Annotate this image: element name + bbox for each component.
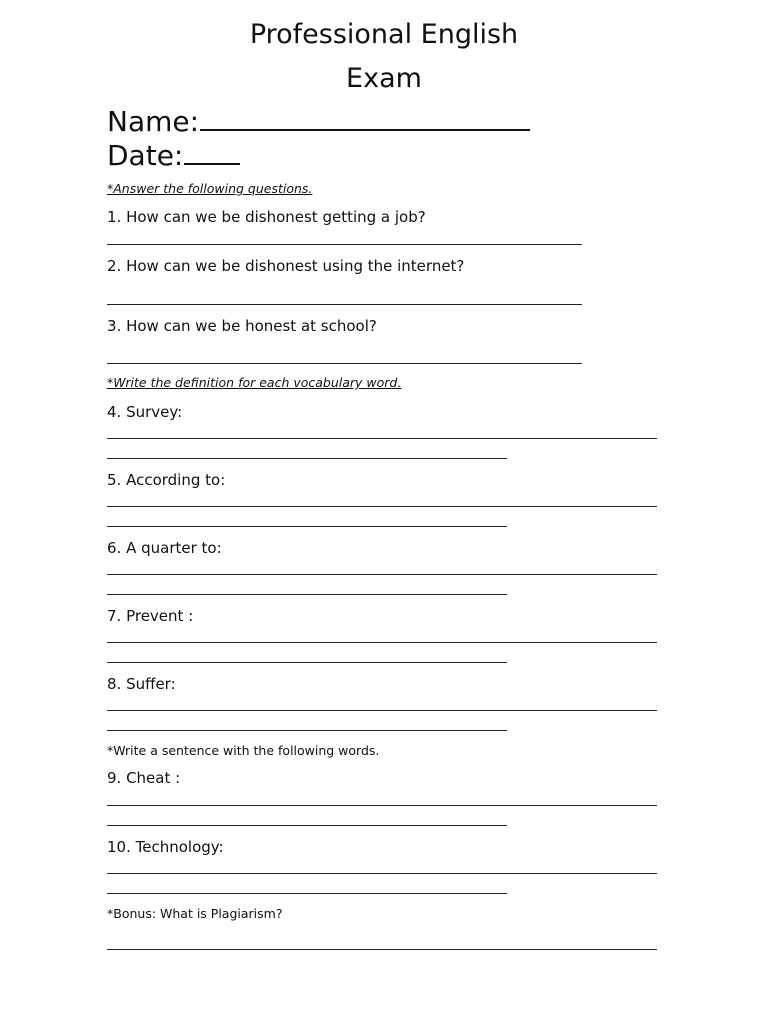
exam-title-line-1: Professional English	[249, 19, 519, 50]
date-field	[107, 140, 240, 172]
answer-line-6a[interactable]	[107, 574, 657, 575]
answer-line-4b[interactable]	[107, 458, 507, 459]
answer-line-10b[interactable]	[107, 893, 507, 894]
answer-line-8b[interactable]	[107, 730, 507, 731]
section3-instruction: *Write a sentence with the following words.	[107, 743, 380, 758]
name-blank[interactable]	[200, 107, 530, 131]
question-1: 1. How can we be dishonest getting a job?	[107, 208, 426, 226]
answer-line-10a[interactable]	[107, 873, 657, 874]
answer-line-8a[interactable]	[107, 710, 657, 711]
answer-line-4a[interactable]	[107, 438, 657, 439]
answer-line-5b[interactable]	[107, 526, 507, 527]
date-label: Date:	[107, 139, 184, 172]
vocab-word-6: 6. A quarter to:	[107, 539, 222, 557]
answer-line-6b[interactable]	[107, 594, 507, 595]
vocab-word-4: 4. Survey:	[107, 403, 183, 421]
answer-line-7a[interactable]	[107, 642, 657, 643]
section2-instruction: *Write the definition for each vocabulary word.	[107, 375, 402, 390]
answer-line-5a[interactable]	[107, 506, 657, 507]
sentence-word-10: 10. Technology:	[107, 838, 224, 856]
answer-line-7b[interactable]	[107, 662, 507, 663]
answer-line-9a[interactable]	[107, 805, 657, 806]
name-field	[107, 106, 530, 138]
sentence-word-9: 9. Cheat :	[107, 769, 181, 787]
vocab-word-5: 5. According to:	[107, 471, 226, 489]
vocab-word-7: 7. Prevent :	[107, 607, 194, 625]
exam-title-line-2: Exam	[346, 63, 422, 94]
question-3: 3. How can we be honest at school?	[107, 317, 377, 335]
name-label: Name:	[107, 105, 200, 138]
bonus-question: *Bonus: What is Plagiarism?	[107, 906, 283, 921]
question-2: 2. How can we be dishonest using the internet?	[107, 257, 465, 275]
section1-instruction: *Answer the following questions.	[107, 181, 313, 196]
answer-line-3[interactable]	[107, 363, 582, 364]
date-blank[interactable]	[184, 141, 240, 165]
bonus-answer-line[interactable]	[107, 949, 657, 950]
answer-line-1[interactable]	[107, 244, 582, 245]
vocab-word-8: 8. Suffer:	[107, 675, 176, 693]
answer-line-2[interactable]	[107, 304, 582, 305]
answer-line-9b[interactable]	[107, 825, 507, 826]
